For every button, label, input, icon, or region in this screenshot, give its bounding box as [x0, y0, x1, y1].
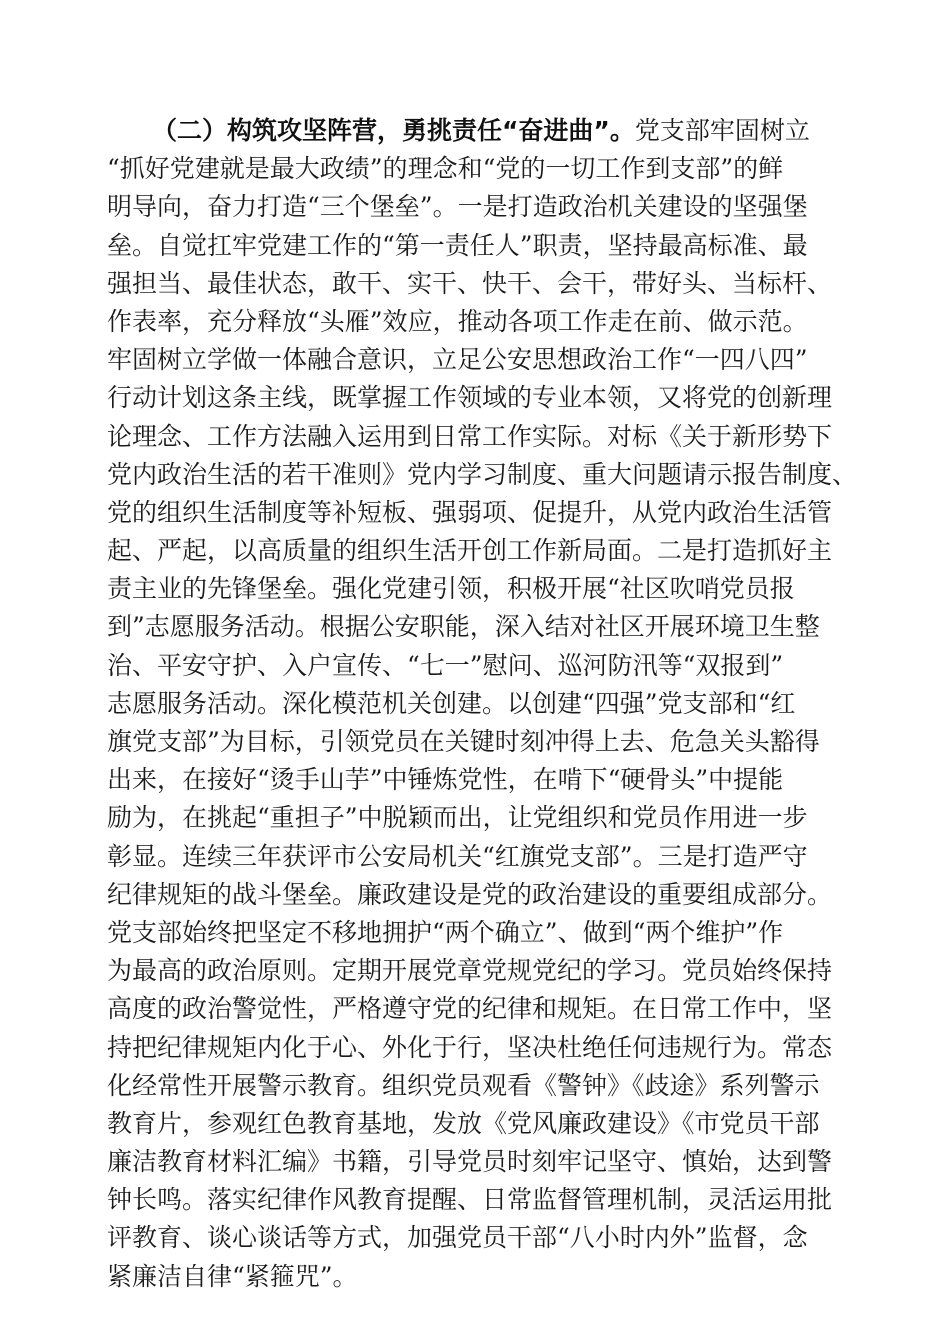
paragraph-line: 教育片，参观红色教育基地，发放《党风廉政建设》《市党员干部 — [107, 1108, 820, 1138]
paragraph-line: 起、严起，以高质量的组织生活开创工作新局面。二是打造抓好主 — [107, 536, 833, 566]
paragraph-line: 党支部始终把坚定不移地拥护“两个确立”、做到“两个维护”作 — [107, 917, 784, 947]
paragraph-line: 纪律规矩的战斗堡垒。廉政建设是党的政治建设的重要组成部分。 — [107, 879, 833, 909]
paragraph-line: 励为，在挑起“重担子”中脱颖而出，让党组织和党员作用进一步 — [107, 803, 808, 833]
paragraph-line: 高度的政治警觉性，严格遵守党的纪律和规矩。在日常工作中，坚 — [107, 994, 833, 1024]
paragraph-line: 为最高的政治原则。定期开展党章党规党纪的学习。党员始终保持 — [107, 956, 833, 986]
paragraph-line: 廉洁教育材料汇编》书籍，引导党员时刻牢记坚守、慎始，达到警 — [107, 1147, 833, 1177]
paragraph-line: 作表率，充分释放“头雁”效应，推动各项工作走在前、做示范。 — [107, 306, 808, 336]
paragraph-line: 出来，在接好“烫手山芋”中锤炼党性，在啃下“硬骨头”中提能 — [107, 765, 784, 795]
paragraph-line: 彰显。连续三年获评市公安局机关“红旗党支部”。三是打造严守 — [107, 841, 808, 871]
paragraph-line: 牢固树立学做一体融合意识，立足公安思想政治工作“一四八四” — [107, 345, 808, 375]
paragraph-line: 持把纪律规矩内化于心、外化于行，坚决杜绝任何违规行为。常态 — [107, 1032, 833, 1062]
paragraph-line: 旗党支部”为目标，引领党员在关键时刻冲得上去、危急关头豁得 — [107, 727, 820, 756]
paragraph-line: “抓好党建就是最大政绩”的理念和“党的一切工作到支部”的鲜 — [107, 154, 784, 184]
paragraph-line: 评教育、谈心谈话等方式，加强党员干部“八小时内外”监督，念 — [107, 1223, 808, 1253]
paragraph-line: 钟长鸣。落实纪律作风教育提醒、日常监督管理机制，灵活运用批 — [107, 1185, 833, 1215]
paragraph-line: 行动计划这条主线，既掌握工作领域的专业本领，又将党的创新理 — [107, 383, 833, 413]
paragraph-line: 论理念、工作方法融入运用到日常工作实际。对标《关于新形势下 — [107, 421, 833, 451]
paragraph-line: 化经常性开展警示教育。组织党员观看《警钟》《歧途》系列警示 — [107, 1070, 820, 1100]
paragraph-line: 明导向，奋力打造“三个堡垒”。一是打造政治机关建设的坚强堡 — [107, 192, 808, 222]
paragraph-line: 党的组织生活制度等补短板、强弱项、促提升，从党内政治生活管 — [107, 497, 833, 527]
paragraph-line: 志愿服务活动。深化模范机关创建。以创建“四强”党支部和“红 — [107, 688, 796, 718]
paragraph-line: 党支部牢固树立 — [634, 116, 810, 145]
paragraph-line: 到”志愿服务活动。根据公安职能，深入结对社区开展环境卫生整 — [107, 612, 820, 642]
paragraph-line: 治、平安守护、入户宣传、“七一”慰问、巡河防汛等“双报到” — [107, 650, 784, 680]
paragraph-line: 责主业的先锋堡垒。强化党建引领，积极开展“社区吹哨党员报 — [107, 574, 795, 604]
paragraph-body — [107, 112, 877, 1296]
paragraph-line: 党内政治生活的若干准则》党内学习制度、重大问题请示报告制度、 — [107, 459, 858, 489]
paragraph-line: 紧廉洁自律“紧箍咒”。 — [107, 1261, 358, 1291]
paragraph-line: 垒。自觉扛牢党建工作的“第一责任人”职责，坚持最高标准、最 — [107, 230, 808, 260]
paragraph-first-line — [107, 112, 877, 150]
paragraph-line: 强担当、最佳状态，敢干、实干、快干、会干，带好头、当标杆、 — [107, 268, 833, 298]
section-heading: （二）构筑攻坚阵营，勇挑责任“奋进曲”。 — [152, 116, 635, 145]
